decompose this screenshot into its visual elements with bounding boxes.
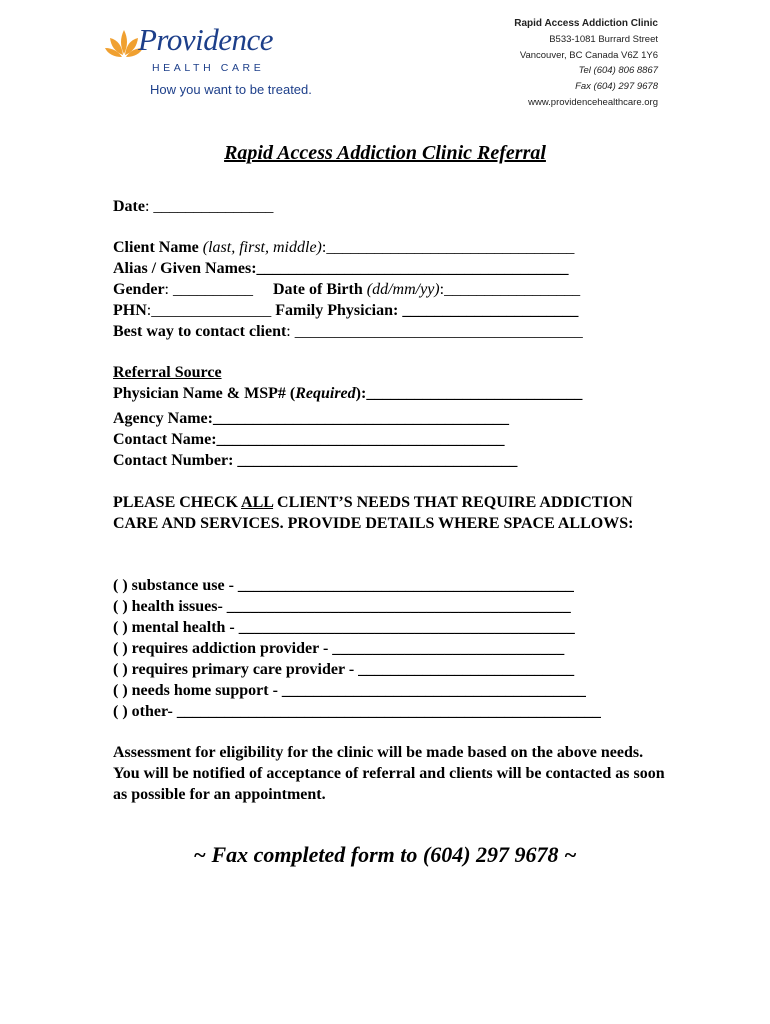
physician-blank: ):___________________________ xyxy=(355,385,583,402)
phn-blank[interactable]: :_______________ xyxy=(146,302,272,319)
assessment-notice: Assessment for eligibility for the clinic will be made based on the above needs. You will be notified of acceptance of referral and clients will be contacted as soon as possible for an appointment. xyxy=(113,744,665,803)
need-primary-care-provider[interactable]: ( ) requires primary care provider - ___________________________ xyxy=(113,661,575,678)
physician-required: Required xyxy=(295,385,356,402)
gender-label: Gender xyxy=(113,281,165,298)
logo-tagline: How you want to be treated. xyxy=(150,82,312,97)
agency-name-field[interactable]: Agency Name:_____________________________________ xyxy=(113,410,509,427)
date-label: Date xyxy=(113,198,145,215)
date-blank: : _______________ xyxy=(144,198,274,215)
gender-dob-row xyxy=(113,281,580,299)
clinic-contact-block xyxy=(514,16,658,111)
contact-method-label: Best way to contact client xyxy=(113,323,287,340)
physician-msp-field[interactable] xyxy=(113,385,582,403)
client-name-blank: :_______________________________ xyxy=(321,239,575,256)
providence-logo xyxy=(104,12,324,102)
need-substance-use[interactable]: ( ) substance use - __________________________________________ xyxy=(113,577,574,594)
needs-prefix: PLEASE CHECK xyxy=(113,494,242,511)
client-name-label: Client Name xyxy=(113,239,203,256)
gender-blank[interactable]: : __________ xyxy=(164,281,253,298)
clinic-name: Rapid Access Addiction Clinic xyxy=(514,18,658,29)
need-mental-health[interactable]: ( ) mental health - __________________________________________ xyxy=(113,619,575,636)
logo-brand: Providence xyxy=(138,22,273,57)
contact-number-field[interactable]: Contact Number: ___________________________________ xyxy=(113,452,518,469)
alias-line: Alias / Given Names:_______________________________________ xyxy=(113,260,569,277)
dob-label: Date of Birth xyxy=(273,281,367,298)
needs-all: ALL xyxy=(241,494,274,511)
need-other[interactable]: ( ) other- _____________________________________________________ xyxy=(113,703,601,720)
physician-label: Physician Name & MSP# ( xyxy=(113,385,296,402)
phn-physician-row xyxy=(113,302,578,320)
dob-hint: (dd/mm/yy) xyxy=(366,281,440,298)
needs-instructions xyxy=(113,492,673,534)
needs-suffix: CLIENT’S NEEDS THAT REQUIRE ADDICTION CARE AND SERVICES. PROVIDE DETAILS WHERE SPACE ALLOWS: xyxy=(113,494,634,532)
logo-subtitle: HEALTH CARE xyxy=(152,62,265,74)
clinic-address-city: Vancouver, BC Canada V6Z 1Y6 xyxy=(519,49,658,61)
fax-instruction: ~ Fax completed form to (604) 297 9678 ~ xyxy=(193,842,577,867)
family-physician-field[interactable]: Family Physician: ______________________ xyxy=(271,302,579,319)
need-addiction-provider[interactable]: ( ) requires addiction provider - _____________________________ xyxy=(113,640,565,657)
contact-name-field[interactable]: Contact Name:____________________________________ xyxy=(113,431,505,448)
alias-field[interactable] xyxy=(113,260,569,278)
need-home-support[interactable]: ( ) needs home support - ______________________________________ xyxy=(113,682,586,699)
phn-label: PHN xyxy=(113,302,147,319)
clinic-fax: Fax (604) 297 9678 xyxy=(575,81,658,93)
clinic-address-street: B533-1081 Burrard Street xyxy=(549,33,658,45)
client-name-field[interactable] xyxy=(113,239,574,257)
dob-blank[interactable]: :_________________ xyxy=(439,281,581,298)
referral-source-heading: Referral Source xyxy=(113,364,222,381)
client-name-hint: (last, first, middle) xyxy=(202,239,322,256)
clinic-website: www.providencehealthcare.org xyxy=(528,96,658,108)
clinic-telephone: Tel (604) 806 8867 xyxy=(578,65,658,77)
form-title: Rapid Access Addiction Clinic Referral xyxy=(224,142,546,164)
contact-method-field[interactable] xyxy=(113,323,583,341)
date-field[interactable] xyxy=(113,198,273,216)
contact-method-blank: : ____________________________________ xyxy=(286,323,583,340)
need-health-issues[interactable]: ( ) health issues- ___________________________________________ xyxy=(113,598,571,615)
